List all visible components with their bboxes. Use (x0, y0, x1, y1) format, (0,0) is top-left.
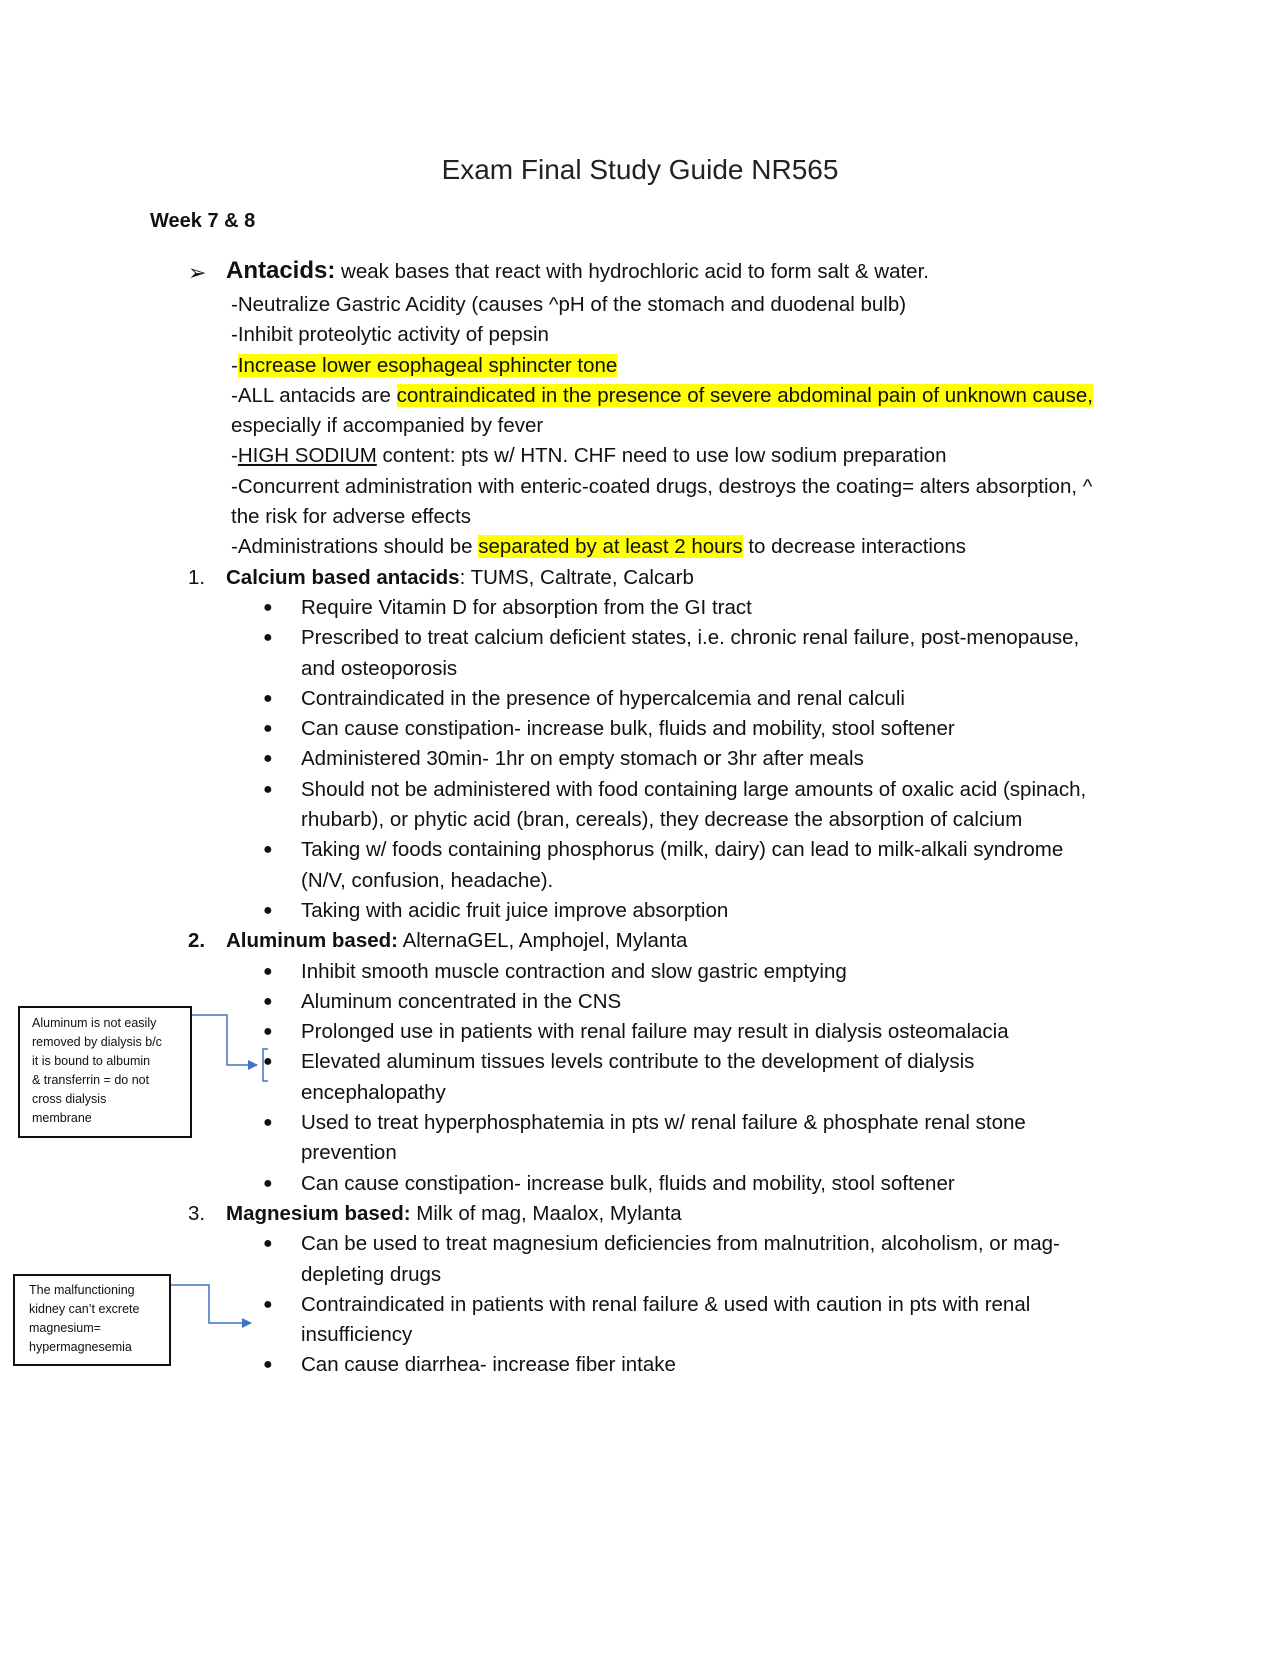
bullet-icon: ● (263, 750, 273, 768)
list-item (0, 1350, 1280, 1380)
antacids-term: Antacids: (226, 257, 336, 284)
bullet-text: (N/V, confusion, headache). (301, 868, 554, 892)
point-prefix: -Administrations should be (231, 535, 479, 559)
point-text (231, 532, 966, 562)
list-item (0, 623, 1280, 653)
bullet-text: Used to treat hyperphosphatemia in pts w/ renal failure & phosphate renal stone (301, 1111, 1026, 1135)
bullet-text: Administered 30min- 1hr on empty stomach or 3hr after meals (301, 747, 864, 771)
heading-text (226, 926, 687, 956)
bullet-text: encephalopathy (301, 1080, 446, 1104)
antacids-point-contraindication-cont (0, 411, 1280, 441)
magnesium-heading (0, 1199, 1280, 1229)
antacids-point-contraindication (0, 381, 1280, 411)
bullet-icon: ● (263, 1023, 273, 1041)
antacids-point-sodium (0, 441, 1280, 471)
bullet-icon: ● (263, 598, 273, 616)
list-item (0, 896, 1280, 926)
bullet-text: and osteoporosis (301, 656, 458, 680)
antacids-point-neutralize (0, 290, 1280, 320)
aluminum-examples: AlternaGEL, Amphojel, Mylanta (398, 929, 688, 953)
highlighted-text: contraindicated in the presence of severe abdominal pain of unknown cause, (396, 383, 1093, 407)
bullet-text: Can be used to treat magnesium deficiencies from malnutrition, alcoholism, or mag- (301, 1232, 1060, 1256)
list-number-text: 2. (188, 929, 206, 953)
list-item-continuation (0, 866, 1280, 896)
bullet-icon: ● (263, 1235, 273, 1253)
antacids-heading-line (0, 258, 1280, 290)
bullet-icon: ● (263, 629, 273, 647)
bullet-text: Aluminum concentrated in the CNS (301, 989, 622, 1013)
bullet-text: Prescribed to treat calcium deficient states, i.e. chronic renal failure, post-menopause, (301, 626, 1080, 650)
heading-text (226, 1199, 682, 1229)
bullet-text: Require Vitamin D for absorption from the GI tract (301, 595, 752, 619)
list-number: 1. (188, 565, 206, 589)
list-item (0, 1047, 1280, 1077)
list-number: 3. (188, 1201, 206, 1225)
antacids-point-administration (0, 532, 1280, 562)
bullet-icon: ● (263, 1053, 273, 1071)
magnesium-label: Magnesium based: (226, 1201, 411, 1225)
point-text: -Inhibit proteolytic activity of pepsin (231, 323, 549, 347)
antacids-point-les (0, 351, 1280, 381)
bullet-icon: ● (263, 1174, 273, 1192)
bullet-icon: ● (263, 720, 273, 738)
point-text (231, 441, 947, 471)
bullet-text: Taking w/ foods containing phosphorus (milk, dairy) can lead to milk-alkali syndrome (301, 838, 1064, 862)
bullet-icon: ● (263, 901, 273, 919)
list-item-continuation (0, 1078, 1280, 1108)
antacids-definition: weak bases that react with hydrochloric acid to form salt & water. (335, 260, 929, 283)
bullet-text: Prolonged use in patients with renal failure may result in dialysis osteomalacia (301, 1020, 1009, 1044)
aluminum-heading (0, 926, 1280, 956)
aluminum-dialysis-note: Aluminum is not easily removed by dialysis b/c it is bound to albumin & transferrin = do not cross dialysis membrane (18, 1006, 192, 1138)
aluminum-label: Aluminum based: (226, 929, 398, 953)
bullet-text: Should not be administered with food containing large amounts of oxalic acid (spinach, (301, 777, 1087, 801)
list-item (0, 744, 1280, 774)
bullet-icon: ● (263, 962, 273, 980)
antacids-heading (226, 256, 929, 287)
bullet-icon: ● (263, 1295, 273, 1313)
heading-text (226, 563, 694, 593)
highlighted-text: separated by at least 2 hours (478, 535, 743, 559)
point-rest: content: pts w/ HTN. CHF need to use low sodium preparation (376, 444, 947, 468)
bullet-text: rhubarb), or phytic acid (bran, cereals), they decrease the absorption of calcium (301, 808, 1023, 832)
point-prefix: - (231, 444, 238, 468)
list-item-continuation (0, 1138, 1280, 1168)
list-item-continuation (0, 805, 1280, 835)
list-item (0, 1017, 1280, 1047)
bullet-icon: ● (263, 841, 273, 859)
bullet-text: Contraindicated in the presence of hypercalcemia and renal calculi (301, 686, 905, 710)
point-text: -Neutralize Gastric Acidity (causes ^pH of the stomach and duodenal bulb) (231, 293, 907, 316)
calcium-examples: : TUMS, Caltrate, Calcarb (459, 565, 694, 589)
list-item (0, 1169, 1280, 1199)
content (0, 258, 1280, 1381)
list-item-continuation (0, 1260, 1280, 1290)
list-item (0, 987, 1280, 1017)
list-item (0, 714, 1280, 744)
list-item (0, 593, 1280, 623)
list-item-continuation (0, 1320, 1280, 1350)
bullet-text: prevention (301, 1141, 397, 1165)
point-prefix: - (231, 353, 238, 377)
bullet-icon: ● (263, 1114, 273, 1132)
list-item (0, 1229, 1280, 1259)
antacids-point-concurrent-cont (0, 502, 1280, 532)
list-number (188, 926, 205, 956)
calcium-heading (0, 563, 1280, 593)
point-prefix: -ALL antacids are (231, 383, 397, 407)
week-heading: Week 7 & 8 (150, 210, 256, 232)
bullet-icon: ● (263, 1356, 273, 1374)
bullet-text: Can cause constipation- increase bulk, fluids and mobility, stool softener (301, 1171, 955, 1195)
arrow-bullet-icon: ➢ (188, 260, 207, 285)
list-item (0, 1290, 1280, 1320)
bullet-icon: ● (263, 992, 273, 1010)
underlined-text: HIGH SODIUM (237, 444, 377, 468)
bullet-icon: ● (263, 689, 273, 707)
bullet-text: depleting drugs (301, 1262, 442, 1286)
highlighted-text: Increase lower esophageal sphincter tone (237, 353, 618, 377)
point-text: the risk for adverse effects (231, 505, 472, 529)
bullet-text: Contraindicated in patients with renal failure & used with caution in pts with renal (301, 1292, 1031, 1316)
magnesium-examples: Milk of mag, Maalox, Mylanta (410, 1201, 682, 1225)
antacids-point-concurrent (0, 472, 1280, 502)
list-item (0, 957, 1280, 987)
point-text (231, 381, 1093, 411)
list-item (0, 1108, 1280, 1138)
bullet-text: Can cause constipation- increase bulk, fluids and mobility, stool softener (301, 717, 955, 741)
point-text (231, 351, 617, 381)
bullet-text: Taking with acidic fruit juice improve absorption (301, 898, 729, 922)
list-item (0, 775, 1280, 805)
magnesium-kidney-note: The malfunctioning kidney can’t excrete magnesium= hypermagnesemia (13, 1274, 171, 1366)
bullet-icon: ● (263, 780, 273, 798)
list-item (0, 835, 1280, 865)
bullet-text: Elevated aluminum tissues levels contribute to the development of dialysis (301, 1050, 975, 1074)
antacids-point-inhibit (0, 320, 1280, 350)
bullet-text: insufficiency (301, 1323, 413, 1347)
list-item (0, 684, 1280, 714)
bullet-text: Inhibit smooth muscle contraction and slow gastric emptying (301, 959, 847, 983)
page-title: Exam Final Study Guide NR565 (441, 154, 839, 185)
list-item-continuation (0, 654, 1280, 684)
point-rest: to decrease interactions (742, 535, 967, 559)
point-text: especially if accompanied by fever (231, 414, 544, 438)
bullet-text: Can cause diarrhea- increase fiber intake (301, 1353, 676, 1377)
calcium-label: Calcium based antacids (226, 565, 460, 589)
point-text: -Concurrent administration with enteric-coated drugs, destroys the coating= alters absorption, ^ (231, 474, 1093, 498)
